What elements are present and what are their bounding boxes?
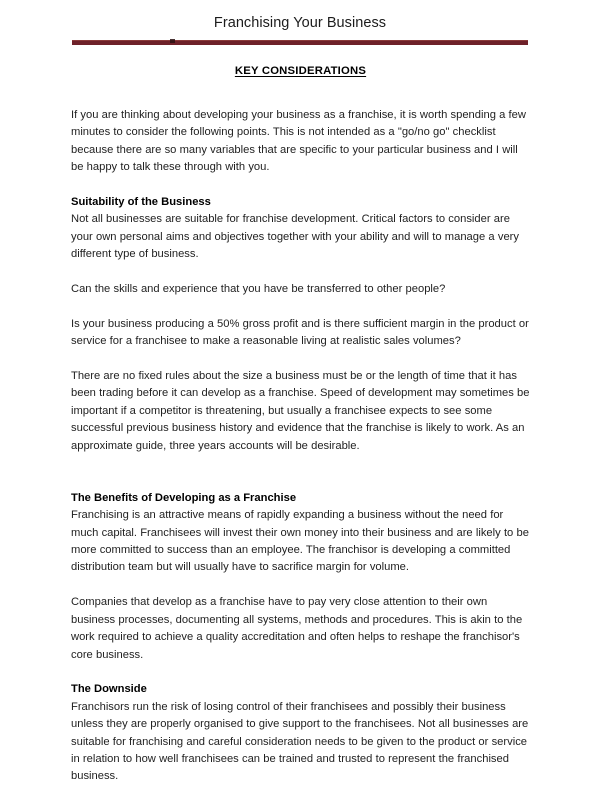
spacer [71, 664, 530, 681]
paragraph-benefits: Franchising is an attractive means of rapidly expanding a business without the need for much capital. Franchisees will invest their own money into their business and are likely to be more committed to success than an employee. The franchisor is developing a committed distribution team but will usually have to sacrifice margin for volume. [71, 509, 529, 574]
page-title: Franchising Your Business [213, 15, 387, 31]
divider-mark-icon [170, 39, 175, 43]
paragraph-processes: Companies that develop as a franchise have to pay very close attention to their own business processes, documenting all systems, methods and procedures. This is akin to the work required to achieve a quality accreditation and often helps to reshape the franchisor's core business. [71, 596, 523, 661]
spacer [71, 77, 530, 107]
key-considerations-heading-text: KEY CONSIDERATIONS [234, 65, 367, 77]
spacer [71, 455, 530, 490]
spacer [71, 351, 530, 368]
paragraph-suitability: Not all businesses are suitable for franchise development. Critical factors to consider are your own personal aims and objectives together with your ability and will to manage a very different type of business. [71, 213, 519, 261]
paragraph-intro: If you are thinking about developing your business as a franchise, it is worth spending a few minutes to consider the following points. This is not intended as a "go/no go" checklist because there are so many variables that are specific to your particular business and I will be happy to talk these through with you. [71, 109, 526, 174]
paragraph-skills-question: Can the skills and experience that you have be transferred to other people? [71, 283, 446, 296]
heading-suitability: Suitability of the Business [71, 196, 211, 209]
header-divider [72, 40, 528, 45]
spacer [71, 177, 530, 194]
key-considerations-heading [71, 60, 530, 77]
spacer [71, 298, 530, 315]
paragraph-downside: Franchisors run the risk of losing control of their franchisees and possibly their business unless they are properly organised to give support to the franchisees. Not all businesses are suitable for franchising and careful consideration needs to be given to the product or service in relation to how well franchisees can be trained and trusted to represent the franchised business. [71, 700, 529, 783]
document-header [0, 14, 600, 32]
document-body [71, 60, 530, 786]
paragraph-no-fixed-rules: There are no fixed rules about the size a business must be or the length of time that it has been trading before it can develop as a franchise. Speed of development may sometimes be important if a competitor is threatening, but usually a franchisee expects to see some successful previous business history and evidence that the franchise is likely to work. As an approximate guide, three years accounts will be desirable. [71, 370, 530, 452]
heading-downside: The Downside [71, 683, 147, 696]
paragraph-gross-profit-question: Is your business producing a 50% gross profit and is there sufficient margin in the product or service for a franchisee to make a reasonable living at realistic sales volumes? [71, 317, 529, 348]
spacer [71, 577, 530, 594]
heading-benefits: The Benefits of Developing as a Franchise [71, 491, 297, 504]
spacer [71, 264, 530, 281]
